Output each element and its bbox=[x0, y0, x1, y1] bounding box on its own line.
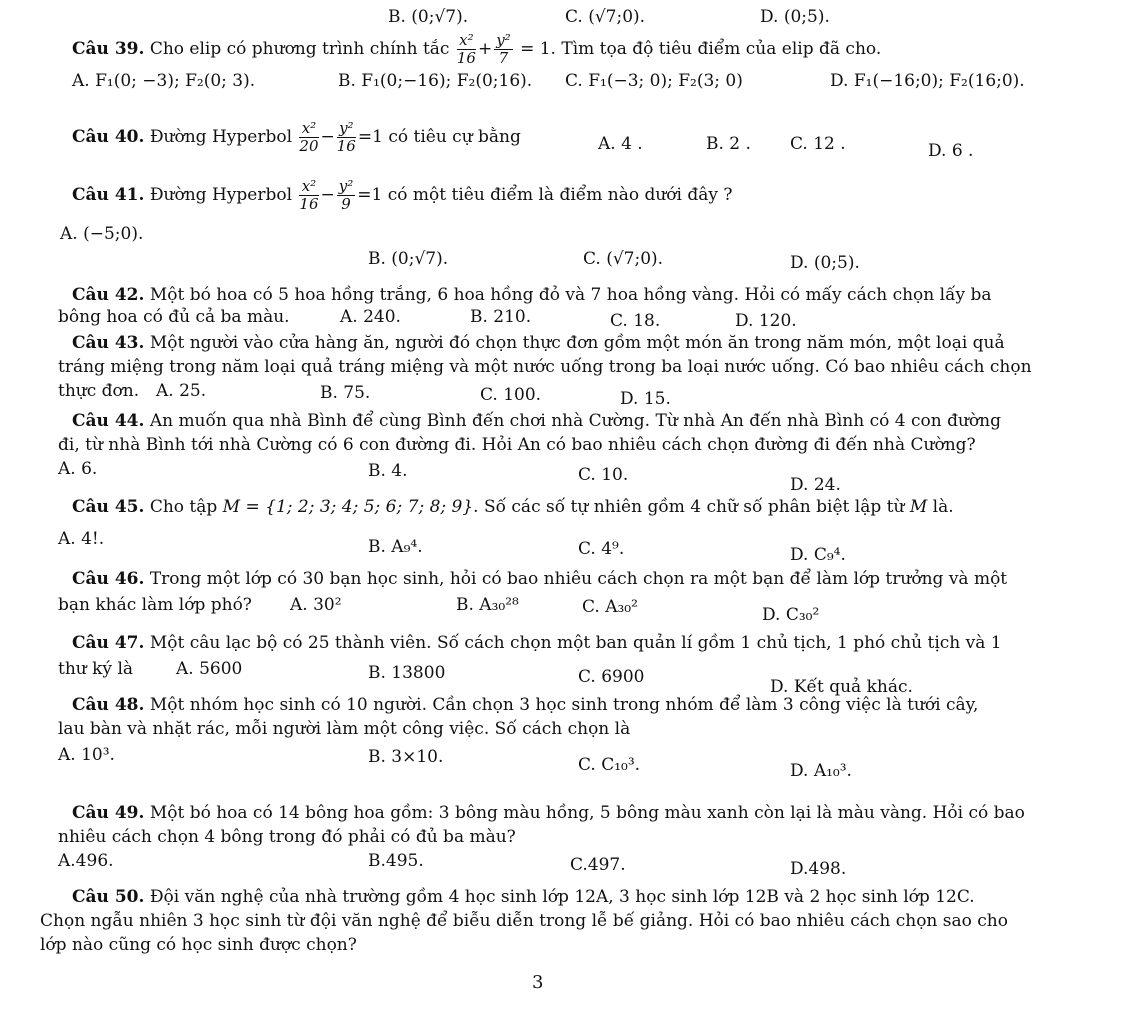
question-42-option-b: B. 210. bbox=[470, 307, 532, 327]
question-46-option-c: C. A₃₀² bbox=[582, 597, 638, 617]
top-option-b: B. (0;√7). bbox=[388, 7, 469, 27]
question-47-line2: thư ký là bbox=[58, 659, 134, 679]
question-47-option-d: D. Kết quả khác. bbox=[770, 677, 913, 697]
question-48-option-d: D. A₁₀³. bbox=[790, 761, 852, 781]
question-50-line3: lớp nào cũng có học sinh được chọn? bbox=[40, 935, 357, 955]
question-46-line2: bạn khác làm lớp phó? bbox=[58, 595, 252, 615]
question-44-line2: đi, từ nhà Bình tới nhà Cường có 6 con đường đi. Hỏi An có bao nhiêu cách chọn đường đi đến nhà Cường? bbox=[58, 435, 976, 455]
question-48-option-b: B. 3×10. bbox=[368, 747, 444, 767]
question-47-option-c: C. 6900 bbox=[578, 667, 645, 687]
question-41-option-c: C. (√7;0). bbox=[583, 249, 664, 269]
question-42-option-c: C. 18. bbox=[610, 311, 661, 331]
question-43-option-d: D. 15. bbox=[620, 389, 671, 409]
question-44-option-a: A. 6. bbox=[58, 459, 98, 479]
question-44-option-d: D. 24. bbox=[790, 475, 841, 495]
question-46-line1: Câu 46. Trong một lớp có 30 bạn học sinh, hỏi có bao nhiêu cách chọn ra một bạn để làm lớp trưởng và một bbox=[72, 569, 1008, 589]
question-49-option-c: C.497. bbox=[570, 855, 626, 875]
question-41-option-b: B. (0;√7). bbox=[368, 249, 449, 269]
question-49-line1: Câu 49. Một bó hoa có 14 bông hoa gồm: 3 bông màu hồng, 5 bông màu xanh còn lại là màu vàng. Hỏi có bao bbox=[72, 803, 1025, 823]
question-44-line1: Câu 44. An muốn qua nhà Bình để cùng Bình đến chơi nhà Cường. Từ nhà An đến nhà Bình có 4 con đường bbox=[72, 411, 1001, 431]
set-expression: M = {1; 2; 3; 4; 5; 6; 7; 8; 9} bbox=[222, 497, 474, 517]
question-48-option-c: C. C₁₀³. bbox=[578, 755, 641, 775]
fraction: $\frac{\text{y²}}{7}$ bbox=[496, 31, 511, 67]
question-42-option-a: A. 240. bbox=[340, 307, 401, 327]
question-43-option-a: A. 25. bbox=[156, 381, 207, 401]
question-46-option-a: A. 30² bbox=[290, 595, 342, 615]
question-39-option-a: A. F₁(0; −3); F₂(0; 3). bbox=[72, 71, 256, 91]
question-40-stem: Câu 40. Đường Hyperbol $\frac{\text{x²}}{20}$ − $\frac{\text{y²}}{16}$ =1 có tiêu cự bằng bbox=[72, 119, 521, 155]
question-40-option-c: C. 12 . bbox=[790, 134, 846, 154]
question-45-option-d: D. C₉⁴. bbox=[790, 545, 846, 565]
question-49-option-a: A.496. bbox=[58, 851, 114, 871]
question-47-option-b: B. 13800 bbox=[368, 663, 446, 683]
fraction: $\frac{\text{x²}}{16}$ bbox=[456, 31, 476, 67]
question-45-option-a: A. 4!. bbox=[58, 529, 105, 549]
question-43-option-b: B. 75. bbox=[320, 383, 371, 403]
question-45-option-c: C. 4⁹. bbox=[578, 539, 625, 559]
question-47-option-a: A. 5600 bbox=[176, 659, 243, 679]
question-40-option-d: D. 6 . bbox=[928, 141, 974, 161]
question-label: Câu 39. bbox=[72, 39, 145, 59]
question-40-option-b: B. 2 . bbox=[706, 134, 751, 154]
question-43-line2: tráng miệng trong năm loại quả tráng miệng và một nước uống trong ba loại nước uống. Có bao nhiêu cách chọn bbox=[58, 357, 1032, 377]
question-42-line2: bông hoa có đủ cả ba màu. bbox=[58, 307, 290, 327]
question-41-option-d: D. (0;5). bbox=[790, 253, 860, 273]
fraction: $\frac{\text{y²}}{9}$ bbox=[338, 177, 354, 213]
question-48-line2: lau bàn và nhặt rác, mỗi người làm một công việc. Số cách chọn là bbox=[58, 719, 631, 739]
question-47-line1: Câu 47. Một câu lạc bộ có 25 thành viên. Số cách chọn một ban quản lí gồm 1 chủ tịch, 1 phó chủ tịch và 1 bbox=[72, 633, 1002, 653]
question-45-option-b: B. A₉⁴. bbox=[368, 537, 423, 557]
fraction: $\frac{\text{y²}}{16}$ bbox=[336, 119, 356, 155]
question-43-line1: Câu 43. Một người vào cửa hàng ăn, người đó chọn thực đơn gồm một món ăn trong năm món, một loại quả bbox=[72, 333, 1005, 353]
question-48-line1: Câu 48. Một nhóm học sinh có 10 người. Cần chọn 3 học sinh trong nhóm để làm 3 công việc là tưới cây, bbox=[72, 695, 979, 715]
question-49-option-d: D.498. bbox=[790, 859, 847, 879]
question-49-line2: nhiêu cách chọn 4 bông trong đó phải có đủ ba màu? bbox=[58, 827, 516, 847]
top-option-c: C. (√7;0). bbox=[565, 7, 646, 27]
page-number: 3 bbox=[532, 972, 544, 993]
question-49-option-b: B.495. bbox=[368, 851, 424, 871]
question-45-stem: Câu 45. Cho tập M = {1; 2; 3; 4; 5; 6; 7; 8; 9}. Số các số tự nhiên gồm 4 chữ số phân biệt lập từ M là. bbox=[72, 497, 954, 517]
question-42-option-d: D. 120. bbox=[735, 311, 797, 331]
question-43-line3: thực đơn. bbox=[58, 381, 140, 401]
question-39-option-d: D. F₁(−16;0); F₂(16;0). bbox=[830, 71, 1025, 91]
question-43-option-c: C. 100. bbox=[480, 385, 542, 405]
question-40-option-a: A. 4 . bbox=[598, 134, 643, 154]
question-39-option-b: B. F₁(0;−16); F₂(0;16). bbox=[338, 71, 533, 91]
question-50-line1: Câu 50. Đội văn nghệ của nhà trường gồm 4 học sinh lớp 12A, 3 học sinh lớp 12B và 2 học sinh lớp 12C. bbox=[72, 887, 975, 907]
question-39-stem: Câu 39. Cho elip có phương trình chính tắc $\frac{\text{x²}}{16}$ + $\frac{\text{y²}}{7}$ = 1. Tìm tọa độ tiêu điểm của elip đã cho. bbox=[72, 31, 882, 67]
question-39-option-c: C. F₁(−3; 0); F₂(3; 0) bbox=[565, 71, 743, 91]
question-48-option-a: A. 10³. bbox=[58, 745, 115, 765]
question-50-line2: Chọn ngẫu nhiên 3 học sinh từ đội văn nghệ để biễu diễn trong lễ bế giảng. Hỏi có bao nhiêu cách chọn sao cho bbox=[40, 911, 1008, 931]
question-46-option-b: B. A₃₀²⁸ bbox=[456, 595, 519, 615]
question-42-line1: Câu 42. Một bó hoa có 5 hoa hồng trắng, 6 hoa hồng đỏ và 7 hoa hồng vàng. Hỏi có mấy cách chọn lấy ba bbox=[72, 285, 992, 305]
question-46-option-d: D. C₃₀² bbox=[762, 605, 820, 625]
question-41-option-a: A. (−5;0). bbox=[60, 224, 144, 244]
question-41-stem: Câu 41. Đường Hyperbol $\frac{\text{x²}}{16}$ − $\frac{\text{y²}}{9}$ =1 có một tiêu điểm là điểm nào dưới đây ? bbox=[72, 177, 733, 213]
question-44-option-c: C. 10. bbox=[578, 465, 629, 485]
fraction: $\frac{\text{x²}}{16}$ bbox=[299, 177, 319, 213]
question-44-option-b: B. 4. bbox=[368, 461, 408, 481]
fraction: $\frac{\text{x²}}{20}$ bbox=[299, 119, 319, 155]
top-option-d: D. (0;5). bbox=[760, 7, 830, 27]
